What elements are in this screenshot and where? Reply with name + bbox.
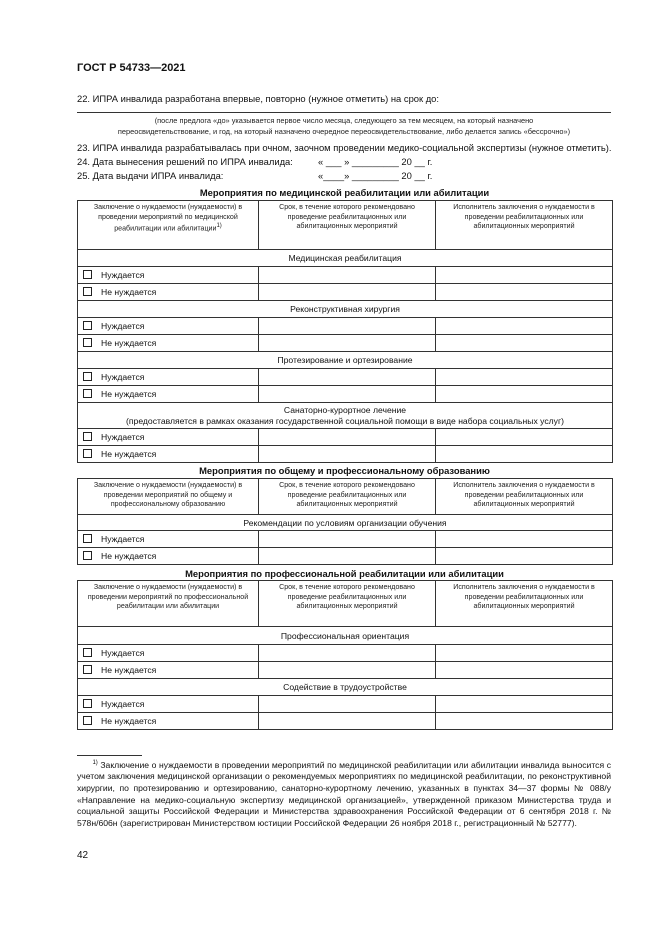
- section1-col2-header: Срок, в течение которого рекомендовано проведение реабилитационных или абилитационных мероприятий: [259, 201, 436, 250]
- term-cell[interactable]: [259, 318, 436, 335]
- item-22-note-line2: переосвидетельствование, и год, на который назначено очередное переосвидетельствование, либо делается запись «бессрочно»): [117, 127, 571, 136]
- term-cell[interactable]: [259, 531, 436, 548]
- term-cell[interactable]: [259, 284, 436, 301]
- checkbox-icon[interactable]: [83, 389, 92, 398]
- term-cell[interactable]: [259, 548, 436, 565]
- item-24-label: 24. Дата вынесения решений по ИПРА инвалида:: [77, 156, 293, 167]
- executor-cell[interactable]: [436, 284, 613, 301]
- checkbox-icon[interactable]: [83, 321, 92, 330]
- standard-header: ГОСТ Р 54733—2021: [77, 62, 186, 74]
- option-needs[interactable]: Нуждается: [78, 267, 259, 284]
- section3-title: Мероприятия по профессиональной реабилитации или абилитации: [185, 568, 504, 579]
- checkbox-icon[interactable]: [83, 432, 92, 441]
- executor-cell[interactable]: [436, 267, 613, 284]
- option-no-needs[interactable]: Не нуждается: [78, 284, 259, 301]
- term-cell[interactable]: [259, 446, 436, 463]
- checkbox-icon[interactable]: [83, 287, 92, 296]
- footnote: [77, 758, 611, 829]
- executor-cell[interactable]: [436, 531, 613, 548]
- item-23: 23. ИПРА инвалида разрабатывалась при очном, заочном проведении медико-социальной экспертизы (нужное отметить).: [77, 142, 612, 153]
- section2-col1-header: Заключение о нуждаемости (нуждаемости) в проведении мероприятий по общему и профессиональному образованию: [78, 479, 259, 515]
- checkbox-icon[interactable]: [83, 665, 92, 674]
- group-education-conditions: Рекомендации по условиям организации обучения: [78, 515, 613, 531]
- executor-cell[interactable]: [436, 446, 613, 463]
- group-sanatorium: Санаторно-курортное лечение (предоставляется в рамках оказания государственной социальной помощи в виде набора социальных услуг): [78, 403, 613, 429]
- group-professional-orientation: Профессиональная ориентация: [78, 627, 613, 645]
- section3-col3-header: Исполнитель заключения о нуждаемости в проведении реабилитационных или абилитационных мероприятий: [436, 581, 613, 627]
- executor-cell[interactable]: [436, 369, 613, 386]
- checkbox-icon[interactable]: [83, 648, 92, 657]
- option-no-needs[interactable]: Не нуждается: [78, 386, 259, 403]
- term-cell[interactable]: [259, 662, 436, 679]
- checkbox-icon[interactable]: [83, 372, 92, 381]
- executor-cell[interactable]: [436, 662, 613, 679]
- option-needs[interactable]: Нуждается: [78, 429, 259, 446]
- section2-col3-header: Исполнитель заключения о нуждаемости в проведении реабилитационных или абилитационных мероприятий: [436, 479, 613, 515]
- item-25-label: 25. Дата выдачи ИПРА инвалида:: [77, 170, 224, 181]
- executor-cell[interactable]: [436, 645, 613, 662]
- checkbox-icon[interactable]: [83, 270, 92, 279]
- term-cell[interactable]: [259, 429, 436, 446]
- footnote-separator: [77, 755, 142, 756]
- option-needs[interactable]: Нуждается: [78, 318, 259, 335]
- executor-cell[interactable]: [436, 696, 613, 713]
- item-22: 22. ИПРА инвалида разработана впервые, повторно (нужное отметить) на срок до:: [77, 93, 439, 104]
- checkbox-icon[interactable]: [83, 699, 92, 708]
- option-no-needs[interactable]: Не нуждается: [78, 446, 259, 463]
- checkbox-icon[interactable]: [83, 449, 92, 458]
- checkbox-icon[interactable]: [83, 716, 92, 725]
- item-24-value: « ___ » _________ 20 __ г.: [318, 156, 433, 167]
- section1-col3-header: Исполнитель заключения о нуждаемости в проведении реабилитационных или абилитационных мероприятий: [436, 201, 613, 250]
- option-needs[interactable]: Нуждается: [78, 696, 259, 713]
- item-25-value: «____» _________ 20 __ г.: [318, 170, 433, 181]
- group-employment-assistance: Содействие в трудоустройстве: [78, 679, 613, 696]
- group-medical-rehab: Медицинская реабилитация: [78, 250, 613, 267]
- checkbox-icon[interactable]: [83, 534, 92, 543]
- executor-cell[interactable]: [436, 429, 613, 446]
- option-no-needs[interactable]: Не нуждается: [78, 713, 259, 730]
- executor-cell[interactable]: [436, 318, 613, 335]
- term-cell[interactable]: [259, 335, 436, 352]
- executor-cell[interactable]: [436, 713, 613, 730]
- section2-table: [77, 478, 613, 565]
- term-cell[interactable]: [259, 713, 436, 730]
- executor-cell[interactable]: [436, 386, 613, 403]
- option-no-needs[interactable]: Не нуждается: [78, 335, 259, 352]
- section1-col1-header: Заключение о нуждаемости (нуждаемости) в проведении мероприятий по медицинской реабилитации или абилитации$^{1)}$: [78, 201, 259, 250]
- section3-col2-header: Срок, в течение которого рекомендовано проведение реабилитационных или абилитационных мероприятий: [259, 581, 436, 627]
- section3-table: [77, 580, 613, 730]
- executor-cell[interactable]: [436, 335, 613, 352]
- section3-col1-header: Заключение о нуждаемости (нуждаемости) в проведении мероприятий по профессиональной реабилитации или абилитации: [78, 581, 259, 627]
- option-needs[interactable]: Нуждается: [78, 531, 259, 548]
- group-reconstructive-surgery: Реконструктивная хирургия: [78, 301, 613, 318]
- section1-table: [77, 200, 613, 463]
- checkbox-icon[interactable]: [83, 338, 92, 347]
- term-cell[interactable]: [259, 386, 436, 403]
- term-cell[interactable]: [259, 369, 436, 386]
- option-needs[interactable]: Нуждается: [78, 369, 259, 386]
- term-cell[interactable]: [259, 696, 436, 713]
- section2-col2-header: Срок, в течение которого рекомендовано проведение реабилитационных или абилитационных мероприятий: [259, 479, 436, 515]
- section1-title: Мероприятия по медицинской реабилитации или абилитации: [199, 187, 490, 198]
- footnote-marker: 1): [92, 760, 98, 766]
- executor-cell[interactable]: [436, 548, 613, 565]
- term-cell[interactable]: [259, 267, 436, 284]
- checkbox-icon[interactable]: [83, 551, 92, 560]
- item-22-note-line1: (после предлога «до» указывается первое число месяца, следующего за тем месяцем, на который назначено: [154, 116, 534, 125]
- group-prosthetics: Протезирование и ортезирование: [78, 352, 613, 369]
- option-needs[interactable]: Нуждается: [78, 645, 259, 662]
- footnote-text: Заключение о нуждаемости в проведении мероприятий по медицинской реабилитации или абилитации инвалида выносится с учетом заключения медицинской организации о рекомендуемых мероприятиях по медицинской реабилитации, по реконструктивной хирургии, по протезированию и ортезированию, санаторно-курортному лечению, указанных в пунктах 34—37 формы № 088/у «Направление на медико-социальную экспертизу медицинской организацией», утвержденной приказом Министерства труда и социальной защиты Российской Федерации и Министерства здравоохранения Российской Федерации от 6 сентября 2018 г. № 578н/606н (зарегистрирован Министерством юстиции Российской Федерации 26 ноября 2018 г., регистрационный № 52777).: [77, 759, 611, 828]
- option-no-needs[interactable]: Не нуждается: [78, 662, 259, 679]
- item-22-fill-line: [77, 112, 611, 113]
- term-cell[interactable]: [259, 645, 436, 662]
- section2-title: Мероприятия по общему и профессиональному образованию: [199, 465, 490, 476]
- option-no-needs[interactable]: Не нуждается: [78, 548, 259, 565]
- page-number: 42: [77, 850, 89, 861]
